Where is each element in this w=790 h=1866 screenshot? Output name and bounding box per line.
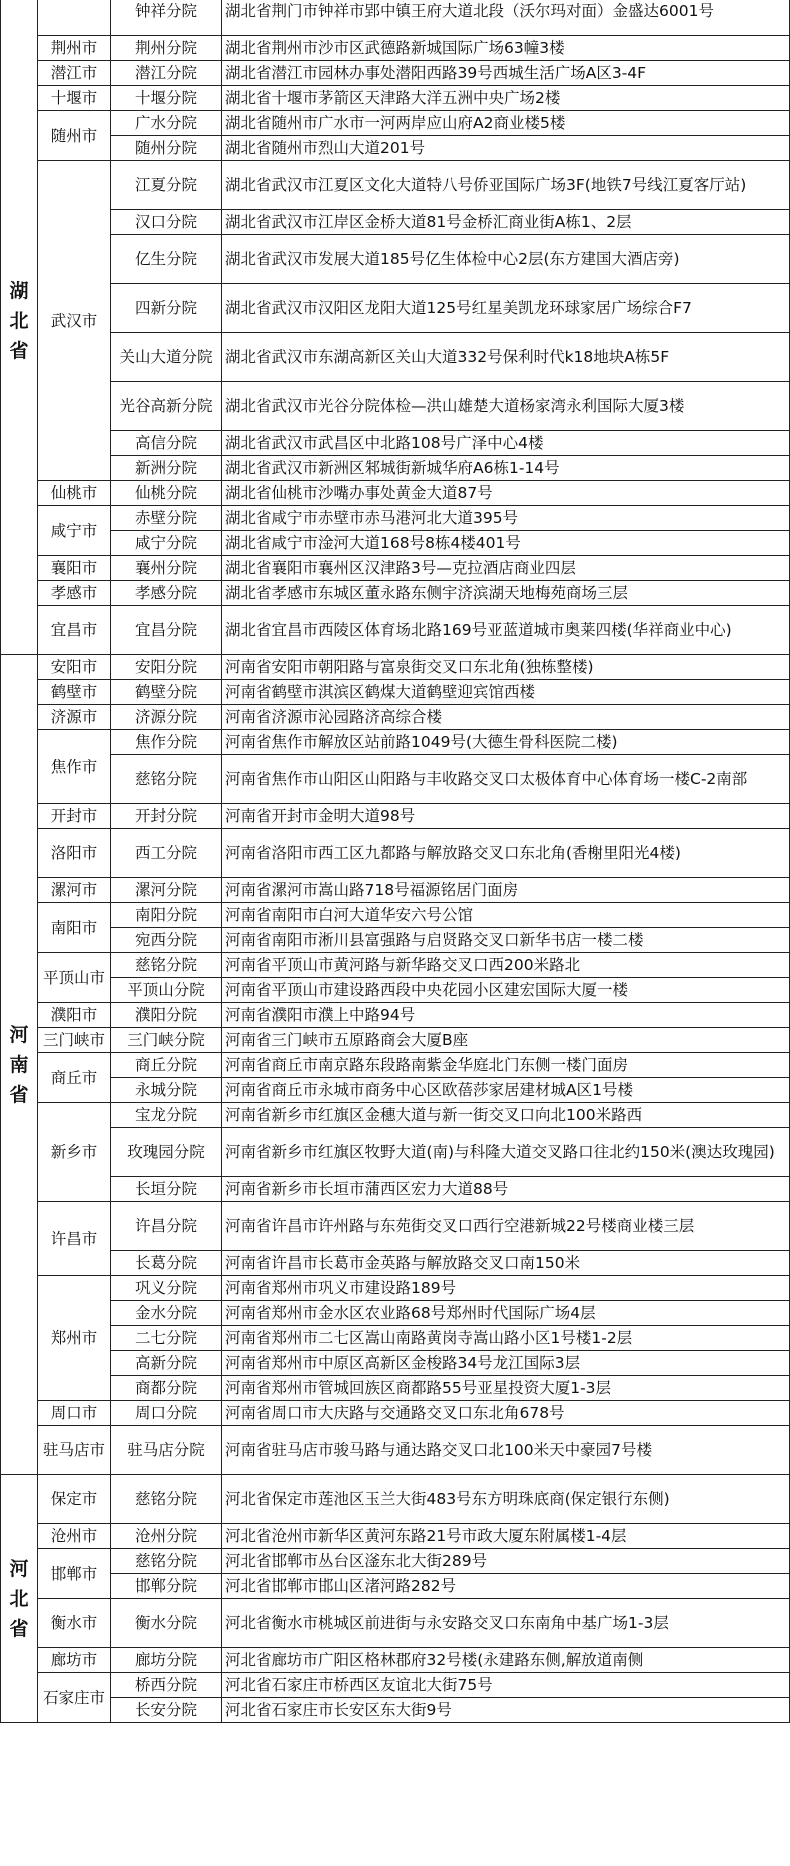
table-row bbox=[1, 284, 790, 333]
address-cell: 河南省洛阳市西工区九都路与解放路交叉口东北角(香榭里阳光4楼) bbox=[222, 829, 790, 878]
address-cell: 湖北省仙桃市沙嘴办事处黄金大道87号 bbox=[222, 481, 790, 506]
branch-name-cell: 广水分院 bbox=[111, 111, 222, 136]
address-cell: 湖北省武汉市武昌区中北路108号广泽中心4楼 bbox=[222, 431, 790, 456]
province-cell: 河 北 省 bbox=[1, 1475, 38, 1723]
table-row bbox=[1, 1078, 790, 1103]
address-cell: 湖北省武汉市发展大道185号亿生体检中心2层(东方建国大酒店旁) bbox=[222, 235, 790, 284]
branch-name-cell: 长安分院 bbox=[111, 1698, 222, 1723]
city-cell: 洛阳市 bbox=[38, 829, 111, 878]
city-cell: 荆州市 bbox=[38, 36, 111, 61]
address-cell: 湖北省孝感市东城区董永路东侧宇济滨湖天地梅苑商场三层 bbox=[222, 581, 790, 606]
branch-name-cell: 潜江分院 bbox=[111, 61, 222, 86]
table-row bbox=[1, 829, 790, 878]
address-cell: 河北省邯郸市邯山区渚河路282号 bbox=[222, 1574, 790, 1599]
city-cell: 沧州市 bbox=[38, 1524, 111, 1549]
address-cell: 湖北省随州市广水市一河两岸应山府A2商业楼5楼 bbox=[222, 111, 790, 136]
table-row bbox=[1, 111, 790, 136]
address-cell: 河南省济源市沁园路济高综合楼 bbox=[222, 705, 790, 730]
address-cell: 湖北省随州市烈山大道201号 bbox=[222, 136, 790, 161]
table-row bbox=[1, 953, 790, 978]
table-row bbox=[1, 1426, 790, 1475]
branch-name-cell: 玫瑰园分院 bbox=[111, 1128, 222, 1177]
address-cell: 河南省鹤壁市淇滨区鹤煤大道鹤壁迎宾馆西楼 bbox=[222, 680, 790, 705]
table-row bbox=[1, 680, 790, 705]
branch-name-cell: 荆州分院 bbox=[111, 36, 222, 61]
branch-name-cell: 十堰分院 bbox=[111, 86, 222, 111]
address-cell: 湖北省武汉市汉阳区龙阳大道125号红星美凯龙环球家居广场综合F7 bbox=[222, 284, 790, 333]
city-cell: 平顶山市 bbox=[38, 953, 111, 1003]
city-cell: 周口市 bbox=[38, 1401, 111, 1426]
address-cell: 河南省新乡市长垣市蒲西区宏力大道88号 bbox=[222, 1177, 790, 1202]
address-cell: 河南省商丘市永城市商务中心区欧蓓莎家居建材城A区1号楼 bbox=[222, 1078, 790, 1103]
address-cell: 湖北省咸宁市赤壁市赤马港河北大道395号 bbox=[222, 506, 790, 531]
branch-name-cell: 亿生分院 bbox=[111, 235, 222, 284]
address-cell: 湖北省荆州市沙市区武德路新城国际广场63幢3楼 bbox=[222, 36, 790, 61]
table-row bbox=[1, 531, 790, 556]
address-cell: 河南省郑州市巩义市建设路189号 bbox=[222, 1276, 790, 1301]
branch-name-cell: 四新分院 bbox=[111, 284, 222, 333]
address-cell: 河南省新乡市红旗区牧野大道(南)与科隆大道交叉路口往北约150米(澳达玫瑰园) bbox=[222, 1128, 790, 1177]
table-row bbox=[1, 804, 790, 829]
table-row bbox=[1, 978, 790, 1003]
address-cell: 湖北省武汉市江夏区文化大道特八号侨亚国际广场3F(地铁7号线江夏客厅站) bbox=[222, 161, 790, 210]
table-row bbox=[1, 1202, 790, 1251]
branch-name-cell: 巩义分院 bbox=[111, 1276, 222, 1301]
address-cell: 河北省石家庄市桥西区友谊北大街75号 bbox=[222, 1673, 790, 1698]
branch-name-cell: 鹤壁分院 bbox=[111, 680, 222, 705]
table-row bbox=[1, 481, 790, 506]
table-row bbox=[1, 730, 790, 755]
city-cell: 鹤壁市 bbox=[38, 680, 111, 705]
address-cell: 湖北省荆门市钟祥市郢中镇王府大道北段（沃尔玛对面）金盛达6001号 bbox=[222, 0, 790, 36]
branch-name-cell: 襄州分院 bbox=[111, 556, 222, 581]
city-cell: 新乡市 bbox=[38, 1103, 111, 1202]
table-row bbox=[1, 1524, 790, 1549]
city-cell: 三门峡市 bbox=[38, 1028, 111, 1053]
branch-name-cell: 桥西分院 bbox=[111, 1673, 222, 1698]
city-cell: 潜江市 bbox=[38, 61, 111, 86]
branch-name-cell: 沧州分院 bbox=[111, 1524, 222, 1549]
table-row bbox=[1, 1351, 790, 1376]
branch-name-cell: 慈铭分院 bbox=[111, 1549, 222, 1574]
city-cell: 许昌市 bbox=[38, 1202, 111, 1276]
city-cell: 仙桃市 bbox=[38, 481, 111, 506]
address-cell: 河南省平顶山市建设路西段中央花园小区建宏国际大厦一楼 bbox=[222, 978, 790, 1003]
table-row bbox=[1, 1103, 790, 1128]
table-row bbox=[1, 333, 790, 382]
branch-name-cell: 宝龙分院 bbox=[111, 1103, 222, 1128]
address-cell: 河北省衡水市桃城区前进街与永安路交叉口东南角中基广场1-3层 bbox=[222, 1599, 790, 1648]
city-cell: 衡水市 bbox=[38, 1599, 111, 1648]
branch-name-cell: 南阳分院 bbox=[111, 903, 222, 928]
table-row bbox=[1, 606, 790, 655]
branch-name-cell: 新洲分院 bbox=[111, 456, 222, 481]
table-row bbox=[1, 506, 790, 531]
address-cell: 湖北省武汉市江岸区金桥大道81号金桥汇商业街A栋1、2层 bbox=[222, 210, 790, 235]
table-row bbox=[1, 1326, 790, 1351]
address-cell: 河南省周口市大庆路与交通路交叉口东北角678号 bbox=[222, 1401, 790, 1426]
branch-name-cell: 济源分院 bbox=[111, 705, 222, 730]
table-row bbox=[1, 382, 790, 431]
table-row bbox=[1, 1673, 790, 1698]
address-cell: 河南省商丘市南京路东段路南紫金华庭北门东侧一楼门面房 bbox=[222, 1053, 790, 1078]
branch-name-cell: 平顶山分院 bbox=[111, 978, 222, 1003]
address-cell: 河南省濮阳市濮上中路94号 bbox=[222, 1003, 790, 1028]
table-row bbox=[1, 235, 790, 284]
branch-name-cell: 光谷高新分院 bbox=[111, 382, 222, 431]
branch-name-cell: 周口分院 bbox=[111, 1401, 222, 1426]
address-cell: 河南省新乡市红旗区金穗大道与新一街交叉口向北100米路西 bbox=[222, 1103, 790, 1128]
branch-name-cell: 商都分院 bbox=[111, 1376, 222, 1401]
city-cell: 襄阳市 bbox=[38, 556, 111, 581]
address-cell: 湖北省宜昌市西陵区体育场北路169号亚蓝道城市奥莱四楼(华祥商业中心) bbox=[222, 606, 790, 655]
address-cell: 河南省三门峡市五原路商会大厦B座 bbox=[222, 1028, 790, 1053]
branch-name-cell: 赤壁分院 bbox=[111, 506, 222, 531]
branch-name-cell: 宛西分院 bbox=[111, 928, 222, 953]
branch-name-cell: 高信分院 bbox=[111, 431, 222, 456]
table-row bbox=[1, 161, 790, 210]
city-cell: 石家庄市 bbox=[38, 1673, 111, 1723]
address-cell: 河南省郑州市管城回族区商都路55号亚星投资大厦1-3层 bbox=[222, 1376, 790, 1401]
address-cell: 河南省开封市金明大道98号 bbox=[222, 804, 790, 829]
table-row bbox=[1, 1475, 790, 1524]
branch-name-cell: 邯郸分院 bbox=[111, 1574, 222, 1599]
branch-name-cell: 焦作分院 bbox=[111, 730, 222, 755]
table-row bbox=[1, 1028, 790, 1053]
branch-name-cell: 许昌分院 bbox=[111, 1202, 222, 1251]
branch-name-cell: 宜昌分院 bbox=[111, 606, 222, 655]
city-cell: 开封市 bbox=[38, 804, 111, 829]
branch-name-cell: 二七分院 bbox=[111, 1326, 222, 1351]
branch-name-cell: 三门峡分院 bbox=[111, 1028, 222, 1053]
branch-table-body bbox=[1, 0, 790, 1723]
table-row bbox=[1, 1053, 790, 1078]
table-row bbox=[1, 1276, 790, 1301]
table-row bbox=[1, 1549, 790, 1574]
province-cell: 河 南 省 bbox=[1, 655, 38, 1475]
city-cell: 焦作市 bbox=[38, 730, 111, 804]
address-cell: 河北省廊坊市广阳区格林郡府32号楼(永建路东侧,解放道南侧 bbox=[222, 1648, 790, 1673]
address-cell: 湖北省武汉市光谷分院体检—洪山雄楚大道杨家湾永利国际大厦3楼 bbox=[222, 382, 790, 431]
city-cell: 宜昌市 bbox=[38, 606, 111, 655]
table-row bbox=[1, 903, 790, 928]
table-row bbox=[1, 1401, 790, 1426]
table-row bbox=[1, 210, 790, 235]
address-cell: 河南省郑州市金水区农业路68号郑州时代国际广场4层 bbox=[222, 1301, 790, 1326]
address-cell: 河北省保定市莲池区玉兰大街483号东方明珠底商(保定银行东侧) bbox=[222, 1475, 790, 1524]
address-cell: 河南省漯河市嵩山路718号福源铭居门面房 bbox=[222, 878, 790, 903]
address-cell: 河南省南阳市淅川县富强路与启贤路交叉口新华书店一楼二楼 bbox=[222, 928, 790, 953]
city-cell: 安阳市 bbox=[38, 655, 111, 680]
address-cell: 湖北省十堰市茅箭区天津路大洋五洲中央广场2楼 bbox=[222, 86, 790, 111]
table-row bbox=[1, 1128, 790, 1177]
table-row bbox=[1, 1599, 790, 1648]
table-row bbox=[1, 431, 790, 456]
table-row bbox=[1, 581, 790, 606]
city-cell: 邯郸市 bbox=[38, 1549, 111, 1599]
table-row bbox=[1, 655, 790, 680]
address-cell: 河南省平顶山市黄河路与新华路交叉口西200米路北 bbox=[222, 953, 790, 978]
table-row bbox=[1, 755, 790, 804]
branch-name-cell: 咸宁分院 bbox=[111, 531, 222, 556]
city-cell: 孝感市 bbox=[38, 581, 111, 606]
city-cell: 廊坊市 bbox=[38, 1648, 111, 1673]
city-cell: 济源市 bbox=[38, 705, 111, 730]
city-cell: 商丘市 bbox=[38, 1053, 111, 1103]
table-row bbox=[1, 928, 790, 953]
branch-name-cell: 长垣分院 bbox=[111, 1177, 222, 1202]
table-row bbox=[1, 61, 790, 86]
branch-name-cell: 慈铭分院 bbox=[111, 1475, 222, 1524]
address-cell: 河南省郑州市中原区高新区金梭路34号龙江国际3层 bbox=[222, 1351, 790, 1376]
table-row bbox=[1, 705, 790, 730]
table-row bbox=[1, 1698, 790, 1723]
table-row bbox=[1, 556, 790, 581]
address-cell: 河南省许昌市长葛市金英路与解放路交叉口南150米 bbox=[222, 1251, 790, 1276]
address-cell: 湖北省咸宁市淦河大道168号8栋4楼401号 bbox=[222, 531, 790, 556]
address-cell: 河南省焦作市山阳区山阳路与丰收路交叉口太极体育中心体育场一楼C-2南部 bbox=[222, 755, 790, 804]
address-cell: 河南省安阳市朝阳路与富泉街交叉口东北角(独栋整楼) bbox=[222, 655, 790, 680]
table-row bbox=[1, 136, 790, 161]
province-cell: 湖 北 省 bbox=[1, 0, 38, 655]
address-cell: 河北省邯郸市丛台区滏东北大街289号 bbox=[222, 1549, 790, 1574]
branch-name-cell: 漯河分院 bbox=[111, 878, 222, 903]
branch-name-cell: 随州分院 bbox=[111, 136, 222, 161]
branch-name-cell: 高新分院 bbox=[111, 1351, 222, 1376]
city-cell: 漯河市 bbox=[38, 878, 111, 903]
branch-name-cell: 衡水分院 bbox=[111, 1599, 222, 1648]
branch-name-cell: 仙桃分院 bbox=[111, 481, 222, 506]
table-row bbox=[1, 1376, 790, 1401]
table-row bbox=[1, 1301, 790, 1326]
branch-name-cell: 商丘分院 bbox=[111, 1053, 222, 1078]
city-cell: 保定市 bbox=[38, 1475, 111, 1524]
address-cell: 河南省焦作市解放区站前路1049号(大德生骨科医院二楼) bbox=[222, 730, 790, 755]
address-cell: 湖北省潜江市园林办事处潜阳西路39号西城生活广场A区3-4F bbox=[222, 61, 790, 86]
address-cell: 河南省许昌市许州路与东苑街交叉口西行空港新城22号楼商业楼三层 bbox=[222, 1202, 790, 1251]
table-row bbox=[1, 1251, 790, 1276]
city-cell: 南阳市 bbox=[38, 903, 111, 953]
branch-name-cell: 开封分院 bbox=[111, 804, 222, 829]
address-cell: 湖北省武汉市新洲区邾城街新城华府A6栋1-14号 bbox=[222, 456, 790, 481]
address-cell: 河北省沧州市新华区黄河东路21号市政大厦东附属楼1-4层 bbox=[222, 1524, 790, 1549]
address-cell: 河南省郑州市二七区嵩山南路黄岗寺嵩山路小区1号楼1-2层 bbox=[222, 1326, 790, 1351]
branch-name-cell: 关山大道分院 bbox=[111, 333, 222, 382]
table-row bbox=[1, 1003, 790, 1028]
table-row bbox=[1, 1648, 790, 1673]
address-cell: 河南省驻马店市骏马路与通达路交叉口北100米天中豪园7号楼 bbox=[222, 1426, 790, 1475]
table-row bbox=[1, 86, 790, 111]
city-cell: 驻马店市 bbox=[38, 1426, 111, 1475]
address-cell: 河南省南阳市白河大道华安六号公馆 bbox=[222, 903, 790, 928]
branch-name-cell: 永城分院 bbox=[111, 1078, 222, 1103]
branch-name-cell: 长葛分院 bbox=[111, 1251, 222, 1276]
table-row bbox=[1, 0, 790, 36]
address-cell: 湖北省襄阳市襄州区汉津路3号—克拉酒店商业四层 bbox=[222, 556, 790, 581]
table-row bbox=[1, 1177, 790, 1202]
branch-name-cell: 驻马店分院 bbox=[111, 1426, 222, 1475]
city-cell: 濮阳市 bbox=[38, 1003, 111, 1028]
branch-name-cell: 安阳分院 bbox=[111, 655, 222, 680]
address-cell: 河北省石家庄市长安区东大街9号 bbox=[222, 1698, 790, 1723]
city-cell: 武汉市 bbox=[38, 161, 111, 481]
city-cell bbox=[38, 0, 111, 36]
branch-name-cell: 慈铭分院 bbox=[111, 755, 222, 804]
branch-name-cell: 汉口分院 bbox=[111, 210, 222, 235]
branch-name-cell: 濮阳分院 bbox=[111, 1003, 222, 1028]
city-cell: 随州市 bbox=[38, 111, 111, 161]
table-row bbox=[1, 878, 790, 903]
city-cell: 咸宁市 bbox=[38, 506, 111, 556]
branch-name-cell: 慈铭分院 bbox=[111, 953, 222, 978]
branch-name-cell: 廊坊分院 bbox=[111, 1648, 222, 1673]
address-cell: 湖北省武汉市东湖高新区关山大道332号保利时代k18地块A栋5F bbox=[222, 333, 790, 382]
city-cell: 郑州市 bbox=[38, 1276, 111, 1401]
branch-name-cell: 孝感分院 bbox=[111, 581, 222, 606]
branch-name-cell: 西工分院 bbox=[111, 829, 222, 878]
table-row bbox=[1, 456, 790, 481]
table-row bbox=[1, 1574, 790, 1599]
branch-name-cell: 金水分院 bbox=[111, 1301, 222, 1326]
branch-name-cell: 江夏分院 bbox=[111, 161, 222, 210]
branch-name-cell: 钟祥分院 bbox=[111, 0, 222, 36]
table-row bbox=[1, 36, 790, 61]
city-cell: 十堰市 bbox=[38, 86, 111, 111]
